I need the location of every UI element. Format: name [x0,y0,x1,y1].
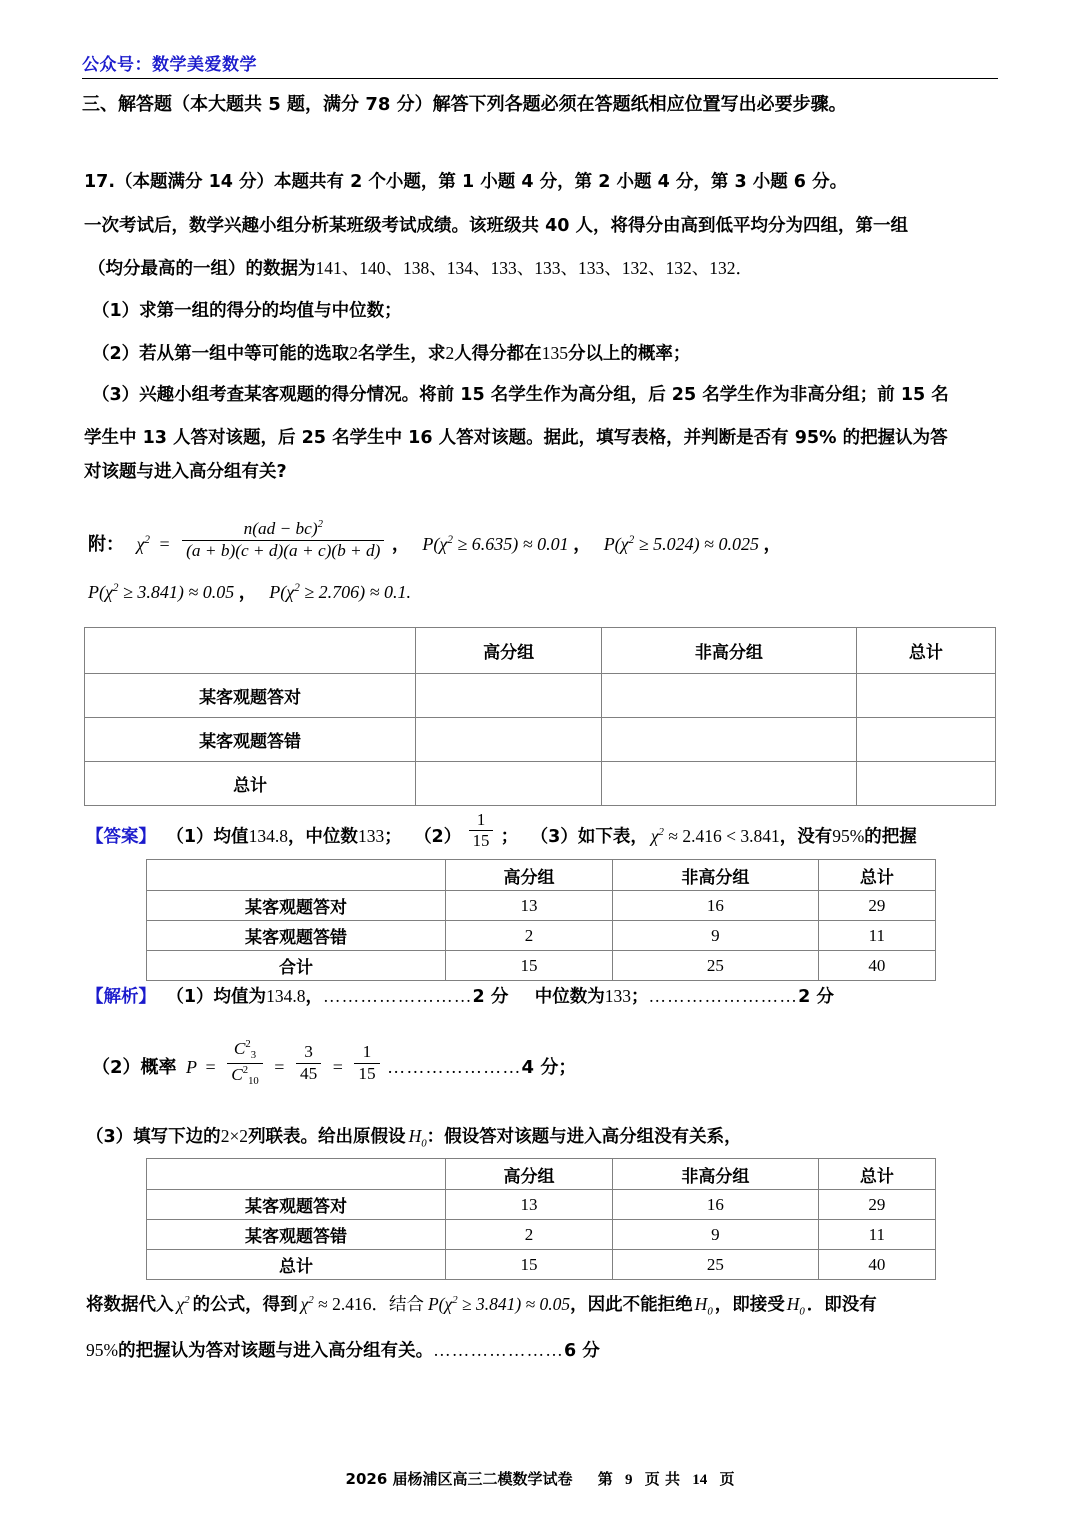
prob-numerator: 1 [476,810,486,830]
question-stem-line2 [88,258,753,279]
answer-row-label-total: 合计 [147,951,446,981]
combination-denominator: $C^2_{10}$ [231,1063,259,1088]
p3-dimensions: 2×2 [220,1126,249,1146]
sub2-text-a: （2）若从第一组中等可能的选取 [92,344,350,364]
conc-chi-2: $\chi^2$ [300,1294,314,1314]
answer-tag: 【答案】 [86,826,156,847]
sub2-num-c: 135 [541,343,568,363]
conc-dots: ………………… [433,1340,564,1360]
table-row [147,951,936,981]
prob-equals-3: = [332,1057,343,1078]
table-row [147,1250,936,1280]
analysis-cell-r1c0: 2 [446,1220,613,1250]
formula-comma-3: ， [763,533,782,555]
analysis-header-nonhigh: 非高分组 [612,1159,818,1190]
analysis-semicolon: ； [630,987,649,1007]
conc-H0-1: $H_0$ [694,1294,713,1318]
answer-mean-value: 134.8 [248,825,288,846]
analysis-median-value: 133 [604,986,631,1006]
analysis-line-1 [86,986,834,1007]
analysis-mean-value: 134.8 [266,986,306,1006]
analysis-cell-r0c1: 16 [612,1190,818,1220]
prob-dots: ………………… [387,1057,522,1078]
answer-contingency-table [146,859,936,981]
combination-numerator: $C^2_3$ [233,1038,257,1062]
blank-cell-r0c1[interactable] [602,674,857,718]
prob-denominator: 15 [472,831,490,851]
table-row [147,1190,936,1220]
analysis-header-empty [147,1159,446,1190]
conc-p-value: $P(\chi^2 \ge 3.841) \approx 0.05$ [427,1294,571,1314]
watermark-header: 公众号：数学美爱数学 [82,55,257,75]
blank-row-label-correct: 某客观题答对 [85,674,416,718]
analysis-cell-r1c2: 11 [818,1220,935,1250]
answer-part2-label: （2） [414,826,462,847]
blank-row-label-total: 总计 [85,762,416,806]
blank-header-high: 高分组 [416,628,602,674]
analysis-row-label-total: 总计 [147,1250,446,1280]
null-hypothesis-symbol: $H_0$ [408,1126,427,1150]
formula-equals: = [159,533,170,554]
footer-page-number: 9 [625,1472,633,1488]
chi-symbol: $\chi^2$ [136,533,150,554]
prob-score: 4 分； [521,1057,577,1079]
sub2-text-b: 名学生，求 [357,344,446,364]
analysis-header-high: 高分组 [446,1159,613,1190]
blank-cell-r1c1[interactable] [602,718,857,762]
answer-median-value: 133 [357,825,385,846]
conc-score: 6 分 [563,1341,600,1361]
answer-chi-symbol: $\chi^2$ [650,825,664,846]
sub2-num-b: 2 [445,343,455,363]
conc-confidence-pct: 95% [86,1340,119,1360]
table-row [85,628,996,674]
p-value-4: $P(\chi^2 \ge 2.706) \approx 0.1$. [269,582,412,602]
answer-cell-r0c1: 16 [612,891,818,921]
conclusion-line-1 [86,1294,877,1318]
answer-part3-end: 的把握 [864,826,917,847]
analysis-tag: 【解析】 [86,987,156,1007]
f115-den: 15 [358,1063,376,1083]
prob-label: （2）概率 [92,1057,177,1079]
analysis-mean-label: （1）均值为 [166,987,267,1007]
conc-end-1: ．即没有 [806,1295,877,1315]
analysis-part2-probability [92,1040,576,1089]
answer-cell-r1c0: 2 [446,921,613,951]
conc-intro: 将数据代入 [86,1295,174,1315]
prob-P-symbol: P [186,1057,198,1078]
prob-fraction-1over15 [354,1043,379,1083]
blank-cell-r1c0[interactable] [416,718,602,762]
answer-cell-r1c1: 9 [612,921,818,951]
answer-chi-value: ≈ 2.416 < 3.841 [663,825,780,846]
footer-page-suffix: 页 [719,1470,735,1488]
conc-chi-1: $\chi^2$ [176,1294,190,1314]
analysis-cell-r2c0: 15 [446,1250,613,1280]
formula-comma-1: ， [391,533,410,555]
conc-mid-3: ，即接受 [714,1295,785,1315]
footer-page-total: 14 [692,1472,708,1488]
analysis-cell-r1c1: 9 [612,1220,818,1250]
footer-page-mid: 页 共 [644,1470,680,1488]
answer-part1-label: （1）均值 [166,826,249,847]
blank-cell-r2c2[interactable] [856,762,995,806]
sub-question-3-line3: 对该题与进入高分组有关? [84,462,287,482]
formula-comma-2: ， [573,533,592,555]
p-value-2: $P(\chi^2 \ge 5.024) \approx 0.025$ [603,533,759,554]
sub2-num-a: 2 [349,343,358,363]
blank-header-nonhigh: 非高分组 [602,628,857,674]
table-row [147,921,936,951]
blank-header-empty [85,628,416,674]
sub-question-2 [92,343,690,364]
fraction-numerator: n(ad − bc)$^2$ [243,518,323,538]
p-value-1: $P(\chi^2 \ge 6.635) \approx 0.01$ [422,533,569,554]
analysis-score-1: 2 分 [472,987,509,1007]
blank-cell-r2c0[interactable] [416,762,602,806]
answer-probability-fraction [469,811,494,850]
analysis-part3-line [86,1126,742,1150]
analysis-cell-r0c0: 13 [446,1190,613,1220]
chi-square-formula-row [88,520,781,561]
answer-part1-end: ； [384,826,402,847]
analysis-row-label-wrong: 某客观题答错 [147,1220,446,1250]
table-row [147,891,936,921]
analysis-header-total: 总计 [818,1159,935,1190]
prob-equals-2: = [274,1057,285,1078]
analysis-cell-r0c2: 29 [818,1190,935,1220]
sub2-text-c: 人得分都在 [454,344,542,364]
conclusion-line-2 [86,1340,600,1361]
table-row [147,1159,936,1190]
stem-line2-data: 141、140、138、134、133、133、133、132、132、132． [315,258,753,278]
blank-cell-r0c2[interactable] [856,674,995,718]
combination-fraction [227,1039,263,1088]
answer-part2-end: ； [500,826,519,847]
blank-contingency-table [84,627,996,806]
header-divider [82,78,998,79]
blank-cell-r2c1[interactable] [602,762,857,806]
numerator-exponent: 2 [317,518,323,531]
analysis-dots-2: …………………… [648,986,799,1006]
answer-part1-mid: ，中位数 [287,826,358,847]
table-row [147,1220,936,1250]
answer-row-label-correct: 某客观题答对 [147,891,446,921]
conc-line2-text: 的把握认为答对该题与进入高分组有关。 [118,1341,434,1361]
analysis-cell-r2c1: 25 [612,1250,818,1280]
footer-exam-name: 2026 届杨浦区高三二模数学试卷 [345,1470,573,1488]
p3-intro: （3）填写下边的 [86,1127,221,1147]
stem-line2-prefix: （均分最高的一组）的数据为 [88,259,316,279]
p-value-3: $P(\chi^2 \ge 3.841) \approx 0.05$ [88,582,235,602]
analysis-comma-1: ， [305,987,323,1007]
f345-num: 3 [304,1042,313,1062]
question-number-line: 17.（本题满分 14 分）本题共有 2 个小题，第 1 小题 4 分，第 2 小题 4 分，第 3 小题 6 分。 [84,172,848,192]
analysis-median-label: 中位数为 [534,987,605,1007]
question-stem-line1: 一次考试后，数学兴趣小组分析某班级考试成绩。该班级共 40 人，将得分由高到低平均分为四组，第一组 [84,216,909,236]
formula-comma-4: ， [238,582,257,603]
p3-end: ：假设答对该题与进入高分组没有关系， [426,1127,742,1147]
page-footer [0,1468,1080,1489]
analysis-contingency-table [146,1158,936,1280]
conc-chi-value: ≈ 2.416．结合 [313,1294,424,1314]
conc-H0-2: $H_0$ [786,1294,805,1318]
formula-prefix: 附： [88,533,124,555]
blank-row-label-wrong: 某客观题答错 [85,718,416,762]
answer-header-high: 高分组 [446,860,613,891]
prob-equals-1: = [205,1057,216,1078]
answer-header-nonhigh: 非高分组 [612,860,818,891]
blank-cell-r1c2[interactable] [856,718,995,762]
sub-question-3-line1: （3）兴趣小组考查某客观题的得分情况。将前 15 名学生作为高分组，后 25 名学生作为非高分组；前 15 名 [92,385,949,405]
answer-cell-r0c0: 13 [446,891,613,921]
f345-den: 45 [299,1063,318,1083]
chi-square-fraction [182,519,384,560]
prob-fraction-3over45 [296,1043,321,1083]
chi-square-pvalues-row2 [88,582,411,604]
answer-part3-intro: （3）如下表， [530,826,648,847]
answer-cell-r2c2: 40 [818,951,935,981]
answer-cell-r2c1: 25 [612,951,818,981]
answer-row-label-wrong: 某客观题答错 [147,921,446,951]
chi-exponent: 2 [144,533,150,546]
sub-question-1: （1）求第一组的得分的均值与中位数； [92,301,402,321]
answer-confidence-pct: 95% [832,825,865,846]
answer-cell-r1c2: 11 [818,921,935,951]
f115-num: 1 [362,1042,372,1062]
section-title: 三、解答题（本大题共 5 题，满分 78 分）解答下列各题必须在答题纸相应位置写出必要步骤。 [82,94,847,115]
conc-mid-2: ，因此不能拒绝 [570,1295,693,1315]
p3-mid: 列联表。给出原假设 [248,1127,406,1147]
footer-page-prefix: 第 [597,1470,613,1488]
analysis-dots-1: …………………… [322,986,473,1006]
table-row [85,674,996,718]
table-row [147,860,936,891]
answer-cell-r2c0: 15 [446,951,613,981]
conc-mid-1: 的公式，得到 [192,1295,298,1315]
blank-header-total: 总计 [856,628,995,674]
table-row [85,762,996,806]
sub-question-3-line2: 学生中 13 人答对该题，后 25 名学生中 16 人答对该题。据此，填写表格，并判断是否有 95% 的把握认为答 [84,428,948,448]
answer-cell-r0c2: 29 [818,891,935,921]
answer-header-empty [147,860,446,891]
answer-part3-comma: ，没有 [779,826,833,847]
sub2-text-d: 分以上的概率； [567,344,691,364]
table-row [85,718,996,762]
analysis-score-2: 2 分 [798,987,834,1007]
answer-header-total: 总计 [818,860,935,891]
answer-line [86,812,917,851]
analysis-cell-r2c2: 40 [818,1250,935,1280]
analysis-row-label-correct: 某客观题答对 [147,1190,446,1220]
blank-cell-r0c0[interactable] [416,674,602,718]
fraction-denominator: (a + b)(c + d)(a + c)(b + d) [186,540,381,560]
